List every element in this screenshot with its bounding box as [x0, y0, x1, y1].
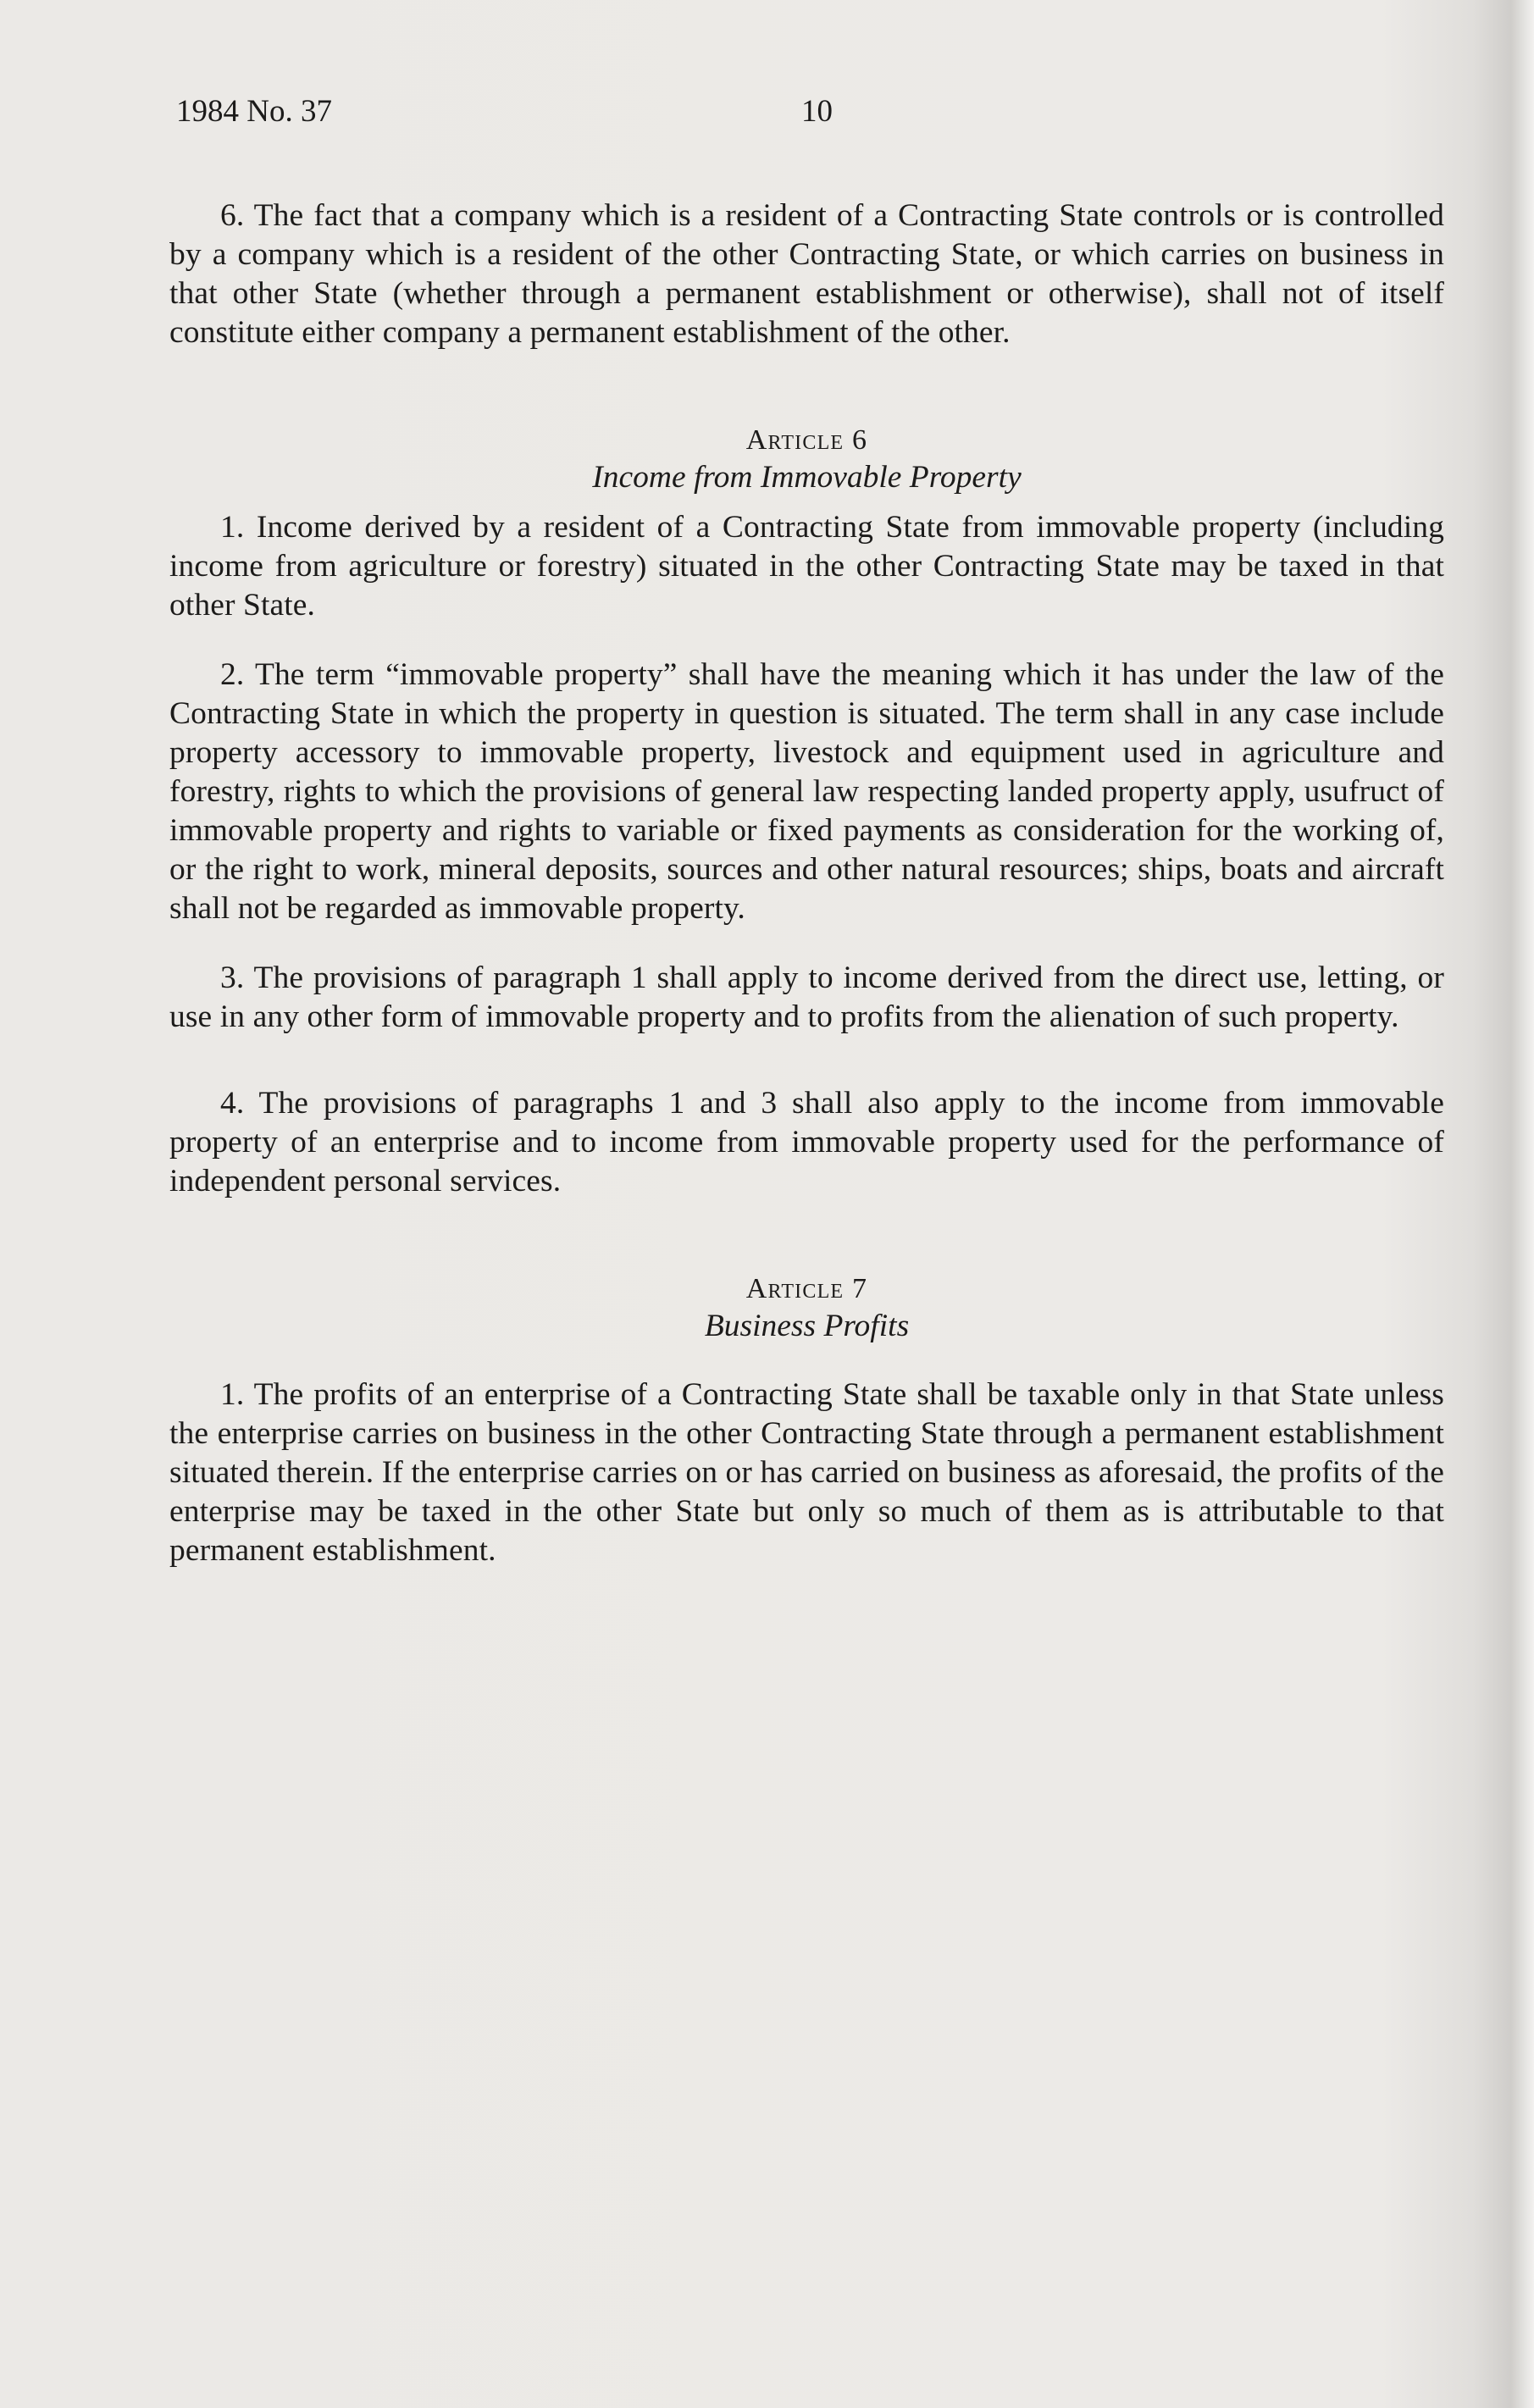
page-number: 10 [801, 94, 833, 129]
article-6-subtitle: Income from Immovable Property [592, 460, 1022, 495]
document-identifier: 1984 No. 37 [176, 94, 332, 129]
document-body [169, 197, 1444, 1570]
article-7-subtitle: Business Profits [704, 1309, 910, 1343]
article-6-heading [169, 422, 1444, 496]
article-7-heading [169, 1270, 1444, 1345]
article-6-paragraph-3: 3. The provisions of paragraph 1 shall apply to income derived from the direct use, letting, or use in any other form of immovable property and to profits from the alienation of such property. [169, 960, 1444, 1034]
page-header [176, 93, 1447, 144]
article-6-paragraph-2: 2. The term “immovable property” shall have the meaning which it has under the law of the Contracting State in which the property in question is situated. The term shall in any case include property accessory to immovable property, livestock and equipment used in agriculture and forestry, rights to which the provisions of general law respecting landed property apply, usufruct of immovable property and rights to variable or fixed payments as consideration for the working of, or the right to work, mineral deposits, sources and other natural resources; ships, boats and aircraft shall not be regarded as immovable property. [169, 657, 1444, 926]
article-6-paragraph-1: 1. Income derived by a resident of a Contracting State from immovable property (including income from agriculture or forestry) situated in the other Contracting State may be taxed in that other State. [169, 510, 1444, 623]
article-7-paragraph-1: 1. The profits of an enterprise of a Contracting State shall be taxable only in that State unless the enterprise carries on business in the other Contracting State through a permanent establishment situated therein. If the enterprise carries on or has carried on business as aforesaid, the profits of the enterprise may be taxed in the other State but only so much of them as is attributable to that permanent establishment. [169, 1377, 1444, 1568]
article-6-paragraph-4: 4. The provisions of paragraphs 1 and 3 shall also apply to the income from immovable property of an enterprise and to income from immovable property used for the performance of independent personal services. [169, 1086, 1444, 1198]
paragraph-6: 6. The fact that a company which is a resident of a Contracting State controls or is controlled by a company which is a resident of the other Contracting State, or which carries on business in that other State (whether through a permanent establishment or otherwise), shall not of itself constitute either company a permanent establishment of the other. [169, 198, 1444, 350]
article-7-title: Article 7 [745, 1273, 868, 1304]
article-6-title: Article 6 [745, 424, 868, 456]
